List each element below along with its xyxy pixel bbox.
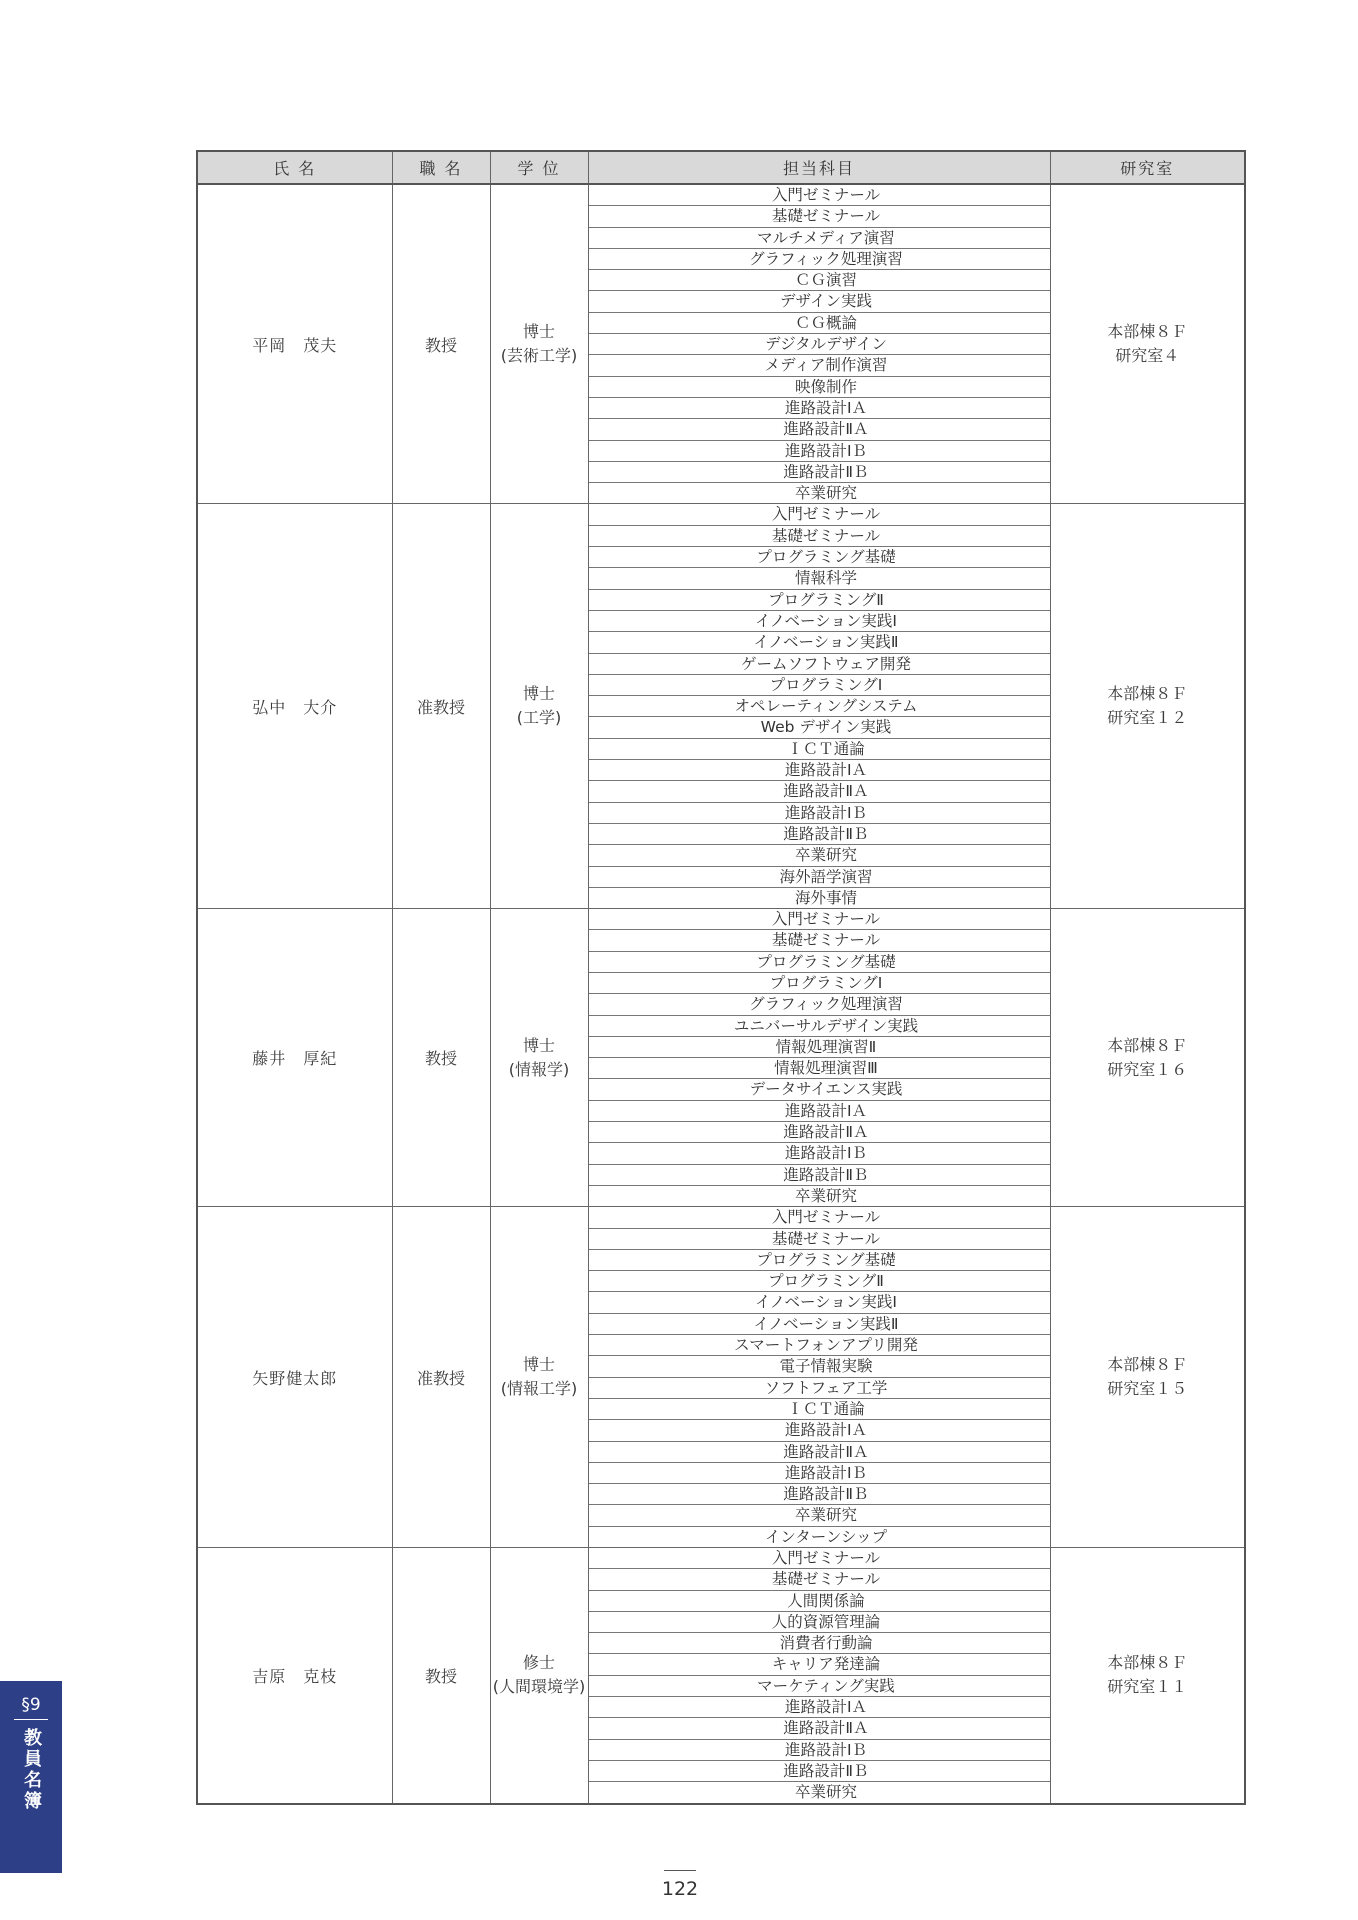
- subject-item: 海外事情: [794, 888, 857, 907]
- subject-item: 基礎ゼミナール: [589, 930, 1050, 951]
- subject-item: オペレーティングシステム: [589, 696, 1050, 717]
- faculty-degree: [490, 504, 588, 909]
- subject-item: 卒業研究: [794, 484, 857, 503]
- subject-item: 進路設計ⅡＡ: [589, 1718, 1050, 1739]
- subject-item: ゲームソフトウェア開発: [589, 654, 1050, 675]
- faculty-degree: [490, 1207, 588, 1548]
- subject-item: 進路設計ⅡＡ: [589, 419, 1050, 440]
- subject-list: [588, 184, 1050, 504]
- subject-list: [588, 909, 1050, 1207]
- degree-field: (工学): [516, 708, 562, 728]
- header-name: 氏 名: [197, 151, 392, 184]
- faculty-title: 教授: [392, 909, 490, 1207]
- subject-item: 海外語学演習: [589, 867, 1050, 888]
- section-label: 教員名簿: [21, 1728, 42, 1812]
- subject-item: 基礎ゼミナール: [589, 206, 1050, 227]
- faculty-degree: [490, 909, 588, 1207]
- degree-field: (芸術工学): [500, 346, 578, 366]
- subject-item: Web デザイン実践: [589, 717, 1050, 738]
- subject-item: 卒業研究: [589, 1505, 1050, 1526]
- subject-item: 卒業研究: [589, 845, 1050, 866]
- subject-item: インターンシップ: [764, 1527, 888, 1546]
- degree-field: (情報学): [508, 1059, 570, 1079]
- subject-item: 入門ゼミナール: [589, 185, 1050, 206]
- subject-item: 情報処理演習Ⅲ: [589, 1058, 1050, 1079]
- subject-item: プログラミング基礎: [589, 547, 1050, 568]
- subject-item: マーケティング実践: [589, 1676, 1050, 1697]
- faculty-table: [196, 150, 1246, 1805]
- room-number: 研究室１２: [1107, 708, 1188, 728]
- subject-item: 卒業研究: [794, 1186, 857, 1205]
- subject-item: グラフィック処理演習: [589, 249, 1050, 270]
- subject-item: 進路設計ⅠＢ: [589, 1740, 1050, 1761]
- subject-item: 進路設計ⅠＢ: [589, 1143, 1050, 1164]
- subject-item: プログラミングⅠ: [589, 973, 1050, 994]
- subject-item: 基礎ゼミナール: [589, 1569, 1050, 1590]
- faculty-name: 平岡 茂夫: [197, 184, 392, 504]
- page-number-rule: [664, 1870, 696, 1871]
- faculty-room: [1050, 1548, 1245, 1804]
- subject-list: [588, 1207, 1050, 1548]
- degree-field: (人間環境学): [492, 1677, 586, 1697]
- header-degree: 学 位: [490, 151, 588, 184]
- subject-item: データサイエンス実践: [589, 1079, 1050, 1100]
- subject-item: 入門ゼミナール: [589, 1207, 1050, 1228]
- subject-item: プログラミング基礎: [589, 952, 1050, 973]
- subject-item: ユニバーサルデザイン実践: [589, 1016, 1050, 1037]
- room-building: 本部棟８Ｆ: [1107, 1355, 1188, 1375]
- subject-item: プログラミング基礎: [589, 1250, 1050, 1271]
- subject-list: [588, 504, 1050, 909]
- subject-item: グラフィック処理演習: [589, 994, 1050, 1015]
- subject-item: 基礎ゼミナール: [589, 526, 1050, 547]
- subject-item: 進路設計ⅠＢ: [589, 441, 1050, 462]
- subject-item: デジタルデザイン: [589, 334, 1050, 355]
- faculty-room: [1050, 184, 1245, 504]
- subject-item: 進路設計ⅡＡ: [589, 1442, 1050, 1463]
- subject-item: プログラミングⅠ: [589, 675, 1050, 696]
- room-number: 研究室１６: [1107, 1059, 1188, 1079]
- subject-item: 進路設計ⅠＡ: [589, 1101, 1050, 1122]
- subject-item: スマートフォンアプリ開発: [589, 1335, 1050, 1356]
- faculty-room: [1050, 1207, 1245, 1548]
- faculty-title: 准教授: [392, 1207, 490, 1548]
- subject-item: 進路設計ⅡＢ: [589, 1761, 1050, 1782]
- faculty-title: 准教授: [392, 504, 490, 909]
- subject-item: 進路設計ⅡＢ: [589, 462, 1050, 483]
- subject-item: ソフトフェア工学: [589, 1378, 1050, 1399]
- degree-label: 博士: [522, 1355, 555, 1375]
- faculty-name: 吉原 克枝: [197, 1548, 392, 1804]
- subject-item: 電子情報実験: [589, 1356, 1050, 1377]
- page-number: 122: [661, 1878, 699, 1900]
- header-subjects: 担当科目: [588, 151, 1050, 184]
- header-row: [197, 151, 1245, 184]
- room-building: 本部棟８Ｆ: [1107, 322, 1188, 342]
- header-room: 研究室: [1050, 151, 1245, 184]
- subject-item: イノベーション実践Ⅱ: [589, 1314, 1050, 1335]
- room-number: 研究室４: [1115, 346, 1180, 366]
- room-building: 本部棟８Ｆ: [1107, 1653, 1188, 1673]
- subject-item: 情報処理演習Ⅱ: [589, 1037, 1050, 1058]
- room-building: 本部棟８Ｆ: [1107, 684, 1188, 704]
- room-building: 本部棟８Ｆ: [1107, 1035, 1188, 1055]
- section-number: §9: [14, 1695, 48, 1720]
- subject-item: ＩＣＴ通論: [589, 739, 1050, 760]
- subject-item: 進路設計ⅡＢ: [589, 1165, 1050, 1186]
- subject-item: 映像制作: [589, 377, 1050, 398]
- degree-label: 博士: [522, 322, 555, 342]
- faculty-name: 藤井 厚紀: [197, 909, 392, 1207]
- room-number: 研究室１１: [1107, 1677, 1188, 1697]
- faculty-degree: [490, 1548, 588, 1804]
- subject-item: 進路設計ⅡＡ: [589, 781, 1050, 802]
- degree-label: 博士: [522, 1035, 555, 1055]
- subject-item: 進路設計ⅠＡ: [589, 1697, 1050, 1718]
- faculty-row: [197, 1548, 1245, 1804]
- faculty-row: [197, 1207, 1245, 1548]
- degree-label: 博士: [522, 684, 555, 704]
- room-number: 研究室１５: [1107, 1379, 1188, 1399]
- subject-item: 進路設計ⅠＢ: [589, 1463, 1050, 1484]
- subject-item: 入門ゼミナール: [589, 504, 1050, 525]
- faculty-row: [197, 909, 1245, 1207]
- subject-item: 進路設計ⅠＡ: [589, 1420, 1050, 1441]
- subject-item: 進路設計ⅠＢ: [589, 803, 1050, 824]
- faculty-room: [1050, 909, 1245, 1207]
- subject-item: 進路設計ⅡＢ: [589, 1484, 1050, 1505]
- subject-item: 入門ゼミナール: [589, 1548, 1050, 1569]
- subject-item: ＣＧ演習: [589, 270, 1050, 291]
- subject-item: 進路設計ⅡＢ: [589, 824, 1050, 845]
- subject-item: 消費者行動論: [589, 1633, 1050, 1654]
- faculty-room: [1050, 504, 1245, 909]
- subject-item: キャリア発達論: [589, 1654, 1050, 1675]
- subject-item: ＩＣＴ通論: [589, 1399, 1050, 1420]
- subject-item: 入門ゼミナール: [589, 909, 1050, 930]
- subject-item: 人間関係論: [589, 1591, 1050, 1612]
- subject-item: 進路設計ⅡＡ: [589, 1122, 1050, 1143]
- header-title: 職 名: [392, 151, 490, 184]
- subject-list: [588, 1548, 1050, 1804]
- subject-item: 基礎ゼミナール: [589, 1229, 1050, 1250]
- subject-item: 進路設計ⅠＡ: [589, 398, 1050, 419]
- subject-item: プログラミングⅡ: [589, 590, 1050, 611]
- faculty-title: 教授: [392, 1548, 490, 1804]
- subject-item: イノベーション実践Ⅱ: [589, 632, 1050, 653]
- subject-item: メディア制作演習: [589, 355, 1050, 376]
- faculty-row: [197, 504, 1245, 909]
- faculty-title: 教授: [392, 184, 490, 504]
- subject-item: 進路設計ⅠＡ: [589, 760, 1050, 781]
- subject-item: マルチメディア演習: [589, 228, 1050, 249]
- subject-item: イノベーション実践Ⅰ: [589, 1292, 1050, 1313]
- faculty-degree: [490, 184, 588, 504]
- subject-item: 卒業研究: [794, 1783, 857, 1802]
- section-tab: [0, 1681, 62, 1873]
- subject-item: イノベーション実践Ⅰ: [589, 611, 1050, 632]
- faculty-name: 弘中 大介: [197, 504, 392, 909]
- subject-item: デザイン実践: [589, 291, 1050, 312]
- subject-item: 情報科学: [589, 568, 1050, 589]
- subject-item: ＣＧ概論: [589, 313, 1050, 334]
- subject-item: 人的資源管理論: [589, 1612, 1050, 1633]
- faculty-row: [197, 184, 1245, 504]
- faculty-name: 矢野健太郎: [197, 1207, 392, 1548]
- degree-label: 修士: [522, 1653, 555, 1673]
- degree-field: (情報工学): [500, 1379, 578, 1399]
- subject-item: プログラミングⅡ: [589, 1271, 1050, 1292]
